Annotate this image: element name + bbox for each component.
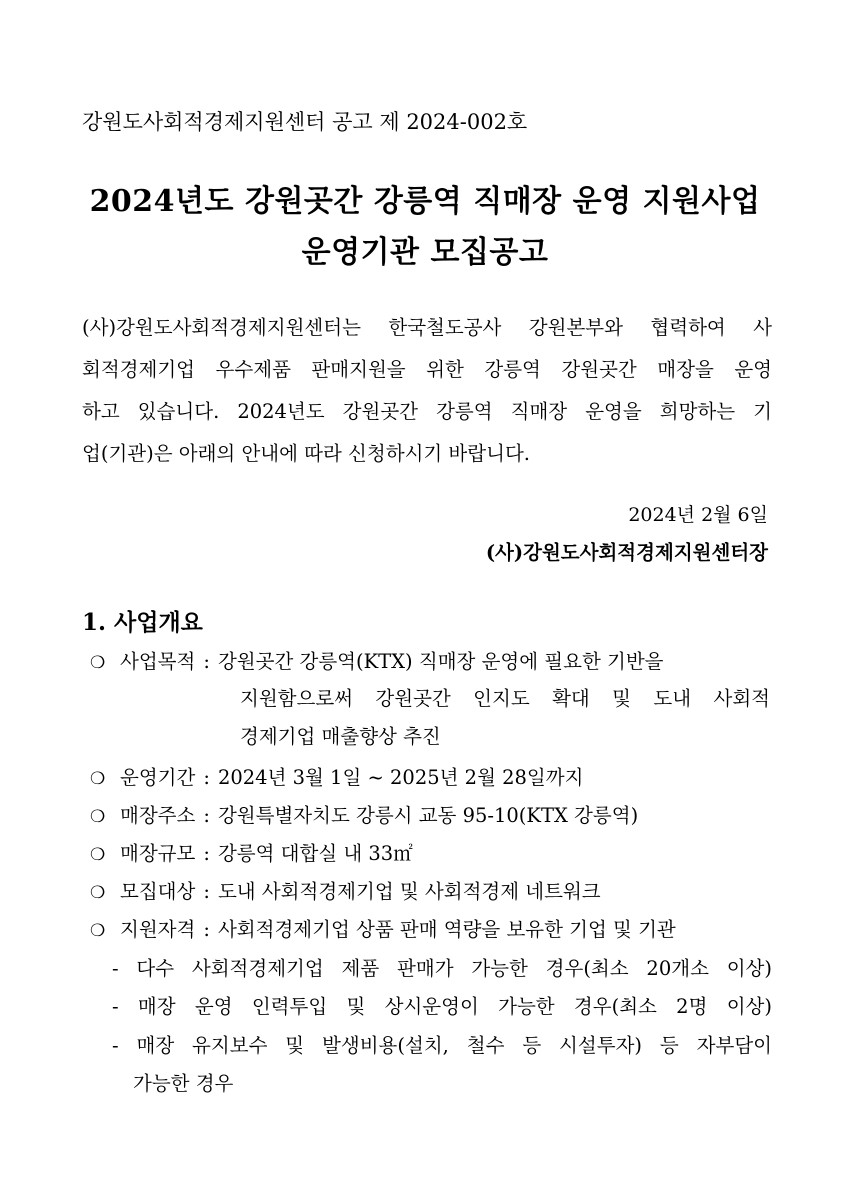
title-line-1: 2024년도 강원곳간 강릉역 직매장 운영 지원사업: [89, 184, 761, 219]
title-line-2: 운영기관 모집공고: [301, 235, 549, 270]
overview-item-purpose: ❍ 사업목적 : 강원곳간 강릉역(KTX) 직매장 운영에 필요한 기반을: [90, 646, 770, 674]
intro-line-3: 하고 있습니다. 2024년도 강원곳간 강릉역 직매장 운영을 희망하는 기: [82, 400, 772, 423]
issuer-signature: (사)강원도사회적경제지원센터장: [485, 541, 768, 564]
item-value: 도내 사회적경제기업 및 사회적경제 네트워크: [217, 880, 601, 903]
item-label: 사업목적: [120, 650, 196, 673]
item-value: 강원곳간 강릉역(KTX) 직매장 운영에 필요한 기반을: [217, 650, 664, 673]
item-value: 강릉역 대합실 내 33㎡: [217, 842, 413, 865]
item-value-continued: 경제기업 매출향상 추진: [240, 725, 441, 748]
item-label: 매장주소: [120, 804, 196, 827]
overview-item-eligibility: ❍ 지원자격 : 사회적경제기업 상품 판매 역량을 보유한 기업 및 기관: [90, 914, 770, 942]
item-label: 모집대상: [120, 880, 196, 903]
item-label: 운영기간: [120, 766, 196, 789]
eligibility-sub-item: - 다수 사회적경제기업 제품 판매가 가능한 경우(최소 20개소 이상): [112, 957, 772, 980]
bullet-circle-icon: ❍: [90, 807, 106, 827]
item-value: 사회적경제기업 상품 판매 역량을 보유한 기업 및 기관: [217, 918, 676, 941]
overview-item-size: ❍ 매장규모 : 강릉역 대합실 내 33㎡: [90, 838, 770, 866]
section-heading: 1. 사업개요: [82, 609, 203, 636]
bullet-circle-icon: ❍: [90, 921, 106, 941]
bullet-circle-icon: ❍: [90, 769, 106, 789]
item-label: 지원자격: [120, 918, 196, 941]
intro-line-1: (사)강원도사회적경제지원센터는 한국철도공사 강원본부와 협력하여 사: [82, 316, 772, 339]
overview-item-target: ❍ 모집대상 : 도내 사회적경제기업 및 사회적경제 네트워크: [90, 876, 770, 904]
intro-line-2: 회적경제기업 우수제품 판매지원을 위한 강릉역 강원곳간 매장을 운영: [82, 358, 772, 381]
item-label: 매장규모: [120, 842, 196, 865]
item-value-continued: 지원함으로써 강원곳간 인지도 확대 및 도내 사회적: [240, 687, 770, 710]
item-value: 강원특별자치도 강릉시 교동 95-10(KTX 강릉역): [217, 804, 639, 827]
announcement-date: 2024년 2월 6일: [628, 504, 768, 526]
eligibility-sub-item-continued: 가능한 경우: [133, 1072, 234, 1095]
bullet-circle-icon: ❍: [90, 845, 106, 865]
overview-item-period: ❍ 운영기간 : 2024년 3월 1일 ~ 2025년 2월 28일까지: [90, 762, 770, 790]
eligibility-sub-item: - 매장 유지보수 및 발생비용(설치, 철수 등 시설투자) 등 자부담이: [112, 1034, 772, 1057]
bullet-circle-icon: ❍: [90, 883, 106, 903]
bullet-circle-icon: ❍: [90, 653, 106, 673]
intro-line-4: 업(기관)은 아래의 안내에 따라 신청하시기 바랍니다.: [82, 442, 530, 465]
item-value: 2024년 3월 1일 ~ 2025년 2월 28일까지: [217, 766, 584, 789]
overview-item-address: ❍ 매장주소 : 강원특별자치도 강릉시 교동 95-10(KTX 강릉역): [90, 800, 770, 828]
notice-number: 강원도사회적경제지원센터 공고 제 2024-002호: [82, 110, 528, 134]
eligibility-sub-item: - 매장 운영 인력투입 및 상시운영이 가능한 경우(최소 2명 이상): [112, 995, 772, 1018]
